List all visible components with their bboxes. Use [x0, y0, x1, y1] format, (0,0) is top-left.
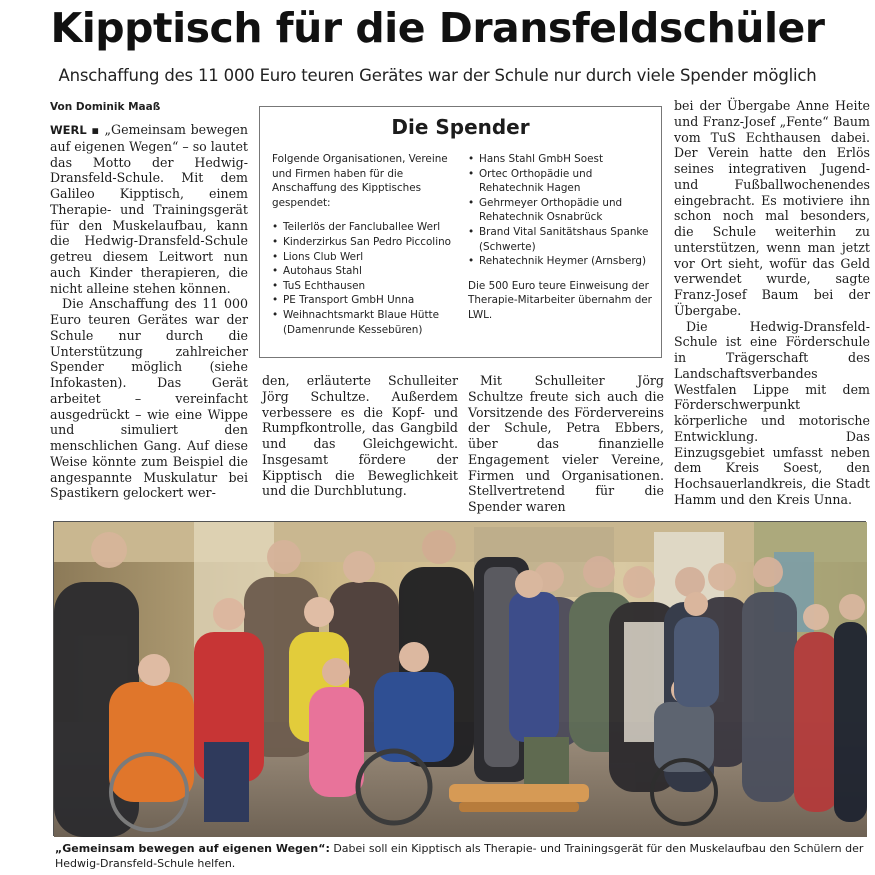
group-photo — [53, 521, 866, 836]
text-column-2 — [262, 373, 458, 503]
bullet-icon: • — [468, 225, 475, 238]
list-item-text: Rehatechnik Heymer (Arnsberg) — [479, 255, 647, 268]
infobox-intro: Folgende Organisationen, Vereine und Firmen haben für die Anschaffung des Kipptisches gespendet: — [272, 153, 448, 209]
article-subheadline: Anschaffung des 11 000 Euro teuren Gerätes war der Schule nur durch viele Spender möglich — [58, 66, 817, 85]
bullet-icon: • — [272, 265, 279, 278]
list-item-text: Hans Stahl GmbH Soest — [479, 153, 604, 165]
infobox-left-list — [272, 152, 468, 337]
text-column-3 — [468, 373, 664, 514]
caption-lead: „Gemeinsam bewegen auf eigenen Wegen“: — [55, 842, 330, 855]
donor-infobox — [259, 106, 662, 358]
bullet-icon: • — [468, 196, 475, 209]
list-item-text: TuS Echthausen — [283, 279, 366, 292]
list-item — [468, 254, 658, 269]
paragraph: Die Hedwig-Dransfeld-Schule ist eine Förderschule in Trägerschaft des Landschaftsverbandes Westfalen Lippe mit dem Förderschwerpunkt körperliche und motorische Entwicklung. Das Einzugsgebiet umfasst neben dem Kreis Soest, den Hochsauerlandkreis, die Stadt Hamm und den Kreis Unna. — [674, 318, 870, 507]
list-item — [468, 152, 658, 167]
paragraph: bei der Übergabe Anne Heite und Franz-Josef „Fente“ Baum vom TuS Echthausen dabei. Der Verein hatte den Erlös seines integrativen Jugend- und Fußballwochenendes eingebracht. Es motiviere ihn schon noch mal besonders, die Schule weiterhin zu unterstützen, wenn man jetzt vor Ort sieht, wofür das Geld verwendet wurde, sagte Franz-Josef Baum bei der Übergabe. — [674, 98, 870, 318]
group-photo-image — [54, 522, 867, 837]
list-item-text: Gehrmeyer Orthopädie und Rehatechnik Osnabrück — [479, 196, 623, 224]
list-item — [468, 196, 658, 225]
infobox-title: Die Spender — [391, 115, 530, 139]
list-item-text: Autohaus Stahl — [283, 265, 362, 278]
paragraph: Mit Schulleiter Jörg Schultze freute sich auch die Vorsitzende des Fördervereins der Schule, Petra Ebbers, über das finanzielle Engagement vieler Vereine, Firmen und Organisationen. Stellvertretend für die Spender waren — [468, 373, 664, 514]
list-item — [272, 220, 468, 235]
paragraph — [50, 122, 248, 296]
paragraph: den, erläuterte Schulleiter Jörg Schultze. Außerdem verbessere es die Kopf- und Rumpfkontrolle, das Gangbild und das Gleichgewicht. Insgesamt fördere der Kipptisch die Beweglichkeit und die Durchblutung. — [262, 373, 458, 499]
list-item — [272, 279, 468, 294]
infobox-note: Die 500 Euro teure Einweisung der Therapie-Mitarbeiter übernahm der LWL. — [468, 279, 652, 321]
list-item — [272, 308, 468, 337]
list-item — [272, 250, 468, 265]
dateline: WERL ▪ — [50, 123, 100, 137]
bullet-icon: • — [272, 235, 279, 248]
infobox-right-list — [468, 152, 658, 323]
list-item — [468, 225, 658, 254]
bullet-icon: • — [272, 294, 279, 307]
bullet-icon: • — [468, 167, 475, 180]
list-item — [272, 293, 468, 308]
bullet-icon: • — [272, 221, 279, 234]
list-item-text: Brand Vital Sanitätshaus Spanke (Schwerte) — [479, 225, 649, 253]
article-byline: Von Dominik Maaß — [50, 101, 161, 113]
bullet-icon: • — [272, 279, 279, 292]
article-headline: Kipptisch für die Dransfeldschüler — [50, 4, 825, 52]
text-column-4 — [674, 98, 870, 507]
list-item-text: Ortec Orthopädie und Rehatechnik Hagen — [479, 167, 593, 195]
bullet-icon: • — [272, 250, 279, 263]
list-item-text: PE Transport GmbH Unna — [283, 294, 415, 307]
list-item — [272, 235, 468, 250]
list-item-text: Teilerlös der Fancluballee Werl — [283, 221, 441, 234]
paragraph-text: „Gemeinsam bewegen auf eigenen Wegen“ – so lautet das Motto der Hedwig-Dransfeld-Schule. Mit dem Galileo Kipptisch, einem Therapie- und Trainingsgerät für den Muskelaufbau, kann die Hedwig-Dransfeld-Schule getreu diesem Leitwort nun auch Kinder therapieren, die nicht alleine stehen können. — [50, 122, 248, 296]
bullet-icon: • — [272, 308, 279, 321]
list-item — [468, 167, 658, 196]
bullet-icon: • — [468, 255, 475, 268]
caption-text: Dabei soll ein Kipptisch als Therapie- und Trainingsgerät für den Muskelaufbau den Schülern der Hedwig-Dransfeld-Schule helfen. — [55, 842, 864, 870]
list-item-text: Weihnachtsmarkt Blaue Hütte (Damenrunde Kessebüren) — [283, 308, 440, 336]
list-item-text: Kinderzirkus San Pedro Piccolino — [283, 235, 452, 248]
list-item-text: Lions Club Werl — [283, 250, 364, 263]
text-column-1 — [50, 122, 248, 502]
list-item — [272, 264, 468, 279]
photo-caption — [55, 842, 870, 871]
paragraph: Die Anschaffung des 11 000 Euro teuren Gerätes war der Schule nur durch die Unterstützung zahlreicher Spender möglich (siehe Infokasten). Das Gerät arbeitet – vereinfacht ausgedrückt – wie eine Wippe und simuliert den menschlichen Gang. Auf diese Weise könnte zum Beispiel die angespannte Muskulatur bei Spastikern gelockert wer- — [50, 296, 248, 501]
bullet-icon: • — [468, 153, 475, 165]
